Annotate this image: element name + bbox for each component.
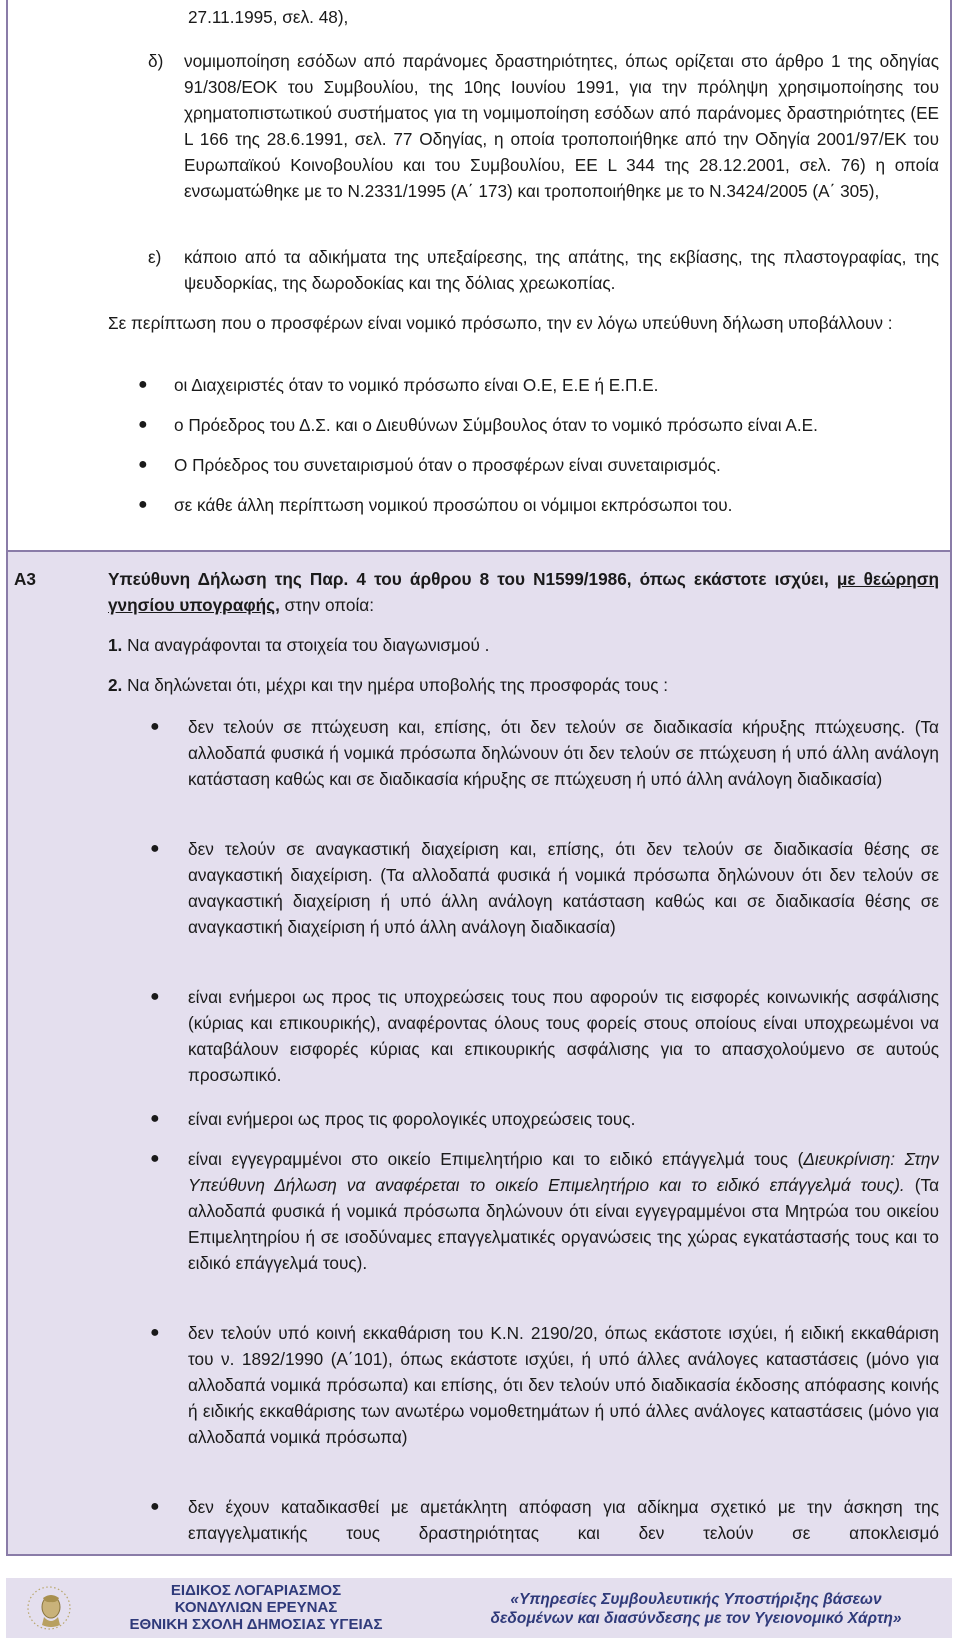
footer-project-title	[446, 1590, 946, 1628]
bullet-dot: ●	[150, 1110, 160, 1127]
bullet-dot: ●	[150, 1498, 160, 1515]
a3-heading-rest: στην οποία:	[279, 595, 375, 615]
page-footer	[6, 1578, 952, 1638]
a3-heading	[108, 566, 939, 618]
footer-title-line1: «Υπηρεσίες Συμβουλευτικής Υποστήριξης βάσεων	[510, 1591, 882, 1608]
footer-title-line2: δεδομένων και διασύνδεσης με τον Υγειονομικό Χάρτη»	[490, 1610, 902, 1627]
list-item: ο Πρόεδρος του Δ.Σ. και ο Διευθύνων Σύμβουλος όταν το νομικό πρόσωπο είναι Α.Ε.	[174, 415, 818, 435]
school-logo-icon	[24, 1584, 74, 1632]
b5-end: (Τα αλλοδαπά φυσικά ή νομικά πρόσωπα δηλώνουν ότι είναι εγγεγραμμένοι στα Μητρώα του οικείου Επιμελητηρίου ή σε ισοδύναμες επαγγελματικές οργανώσεις της χώρας εγκατάστασής τους και το ειδικό επάγγελμά τους).	[188, 1175, 940, 1273]
list-item: δεν τελούν σε πτώχευση και, επίσης, ότι δεν τελούν σε διαδικασία κήρυξης πτώχευσης. (Τα αλλοδαπά φυσικά ή νομικά πρόσωπα δηλώνουν ότι δεν τελούν σε πτώχευση ή υπό άλλη ανάλογη κατάσταση καθώς και σε διαδικασία κήρυξης σε πτώχευση ή υπό άλλη ανάλογη διαδικασία)	[188, 717, 939, 789]
list-item: δεν τελούν υπό κοινή εκκαθάριση του Κ.Ν. 2190/20, όπως εκάστοτε ισχύει, ή ειδική εκκαθάριση του ν. 1892/1990 (Α΄101), όπως εκάστοτε ισχύει, ή υπό άλλες ανάλογες καταστάσεις (μόνο για αλλοδαπά νομικά πρόσωπα) και επίσης, ότι δεν τελούν υπό διαδικασία έκδοσης απόφασης κοινής ή ειδικής εκκαθάρισης των ανωτέρω νομοθετημάτων ή υπό άλλες ανάλογες καταστάσεις (μόνο για αλλοδαπά νομικά πρόσωπα)	[188, 1323, 939, 1447]
b5-clarification: Διευκρίνιση: Στην Υπεύθυνη Δήλωση να αναφέρεται το οικείο Επιμελητήριο και το ειδικό επάγγελμά τους).	[188, 1149, 939, 1195]
item-d-text: νομιμοποίηση εσόδων από παράνομες δραστηριότητες, όπως ορίζεται στο άρθρο 1 της οδηγίας 91/308/ΕΟΚ του Συμβουλίου, της 10ης Ιουνίου 1991, για την πρόληψη χρησιμοποίησης του χρηματοπιστωτικού συστήματος για τη νομιμοποίηση εσόδων από παράνομες δραστηριότητες (EE L 166 της 28.6.1991, σελ. 77 Οδηγίας, η οποία τροποποιήθηκε από την Οδηγία 2001/97/ΕΚ του Ευρωπαϊκού Κοινοβουλίου και του Συμβουλίου, ΕΕ L 344 της 28.12.2001, σελ. 76) η οποία ενσωματώθηκε με το Ν.2331/1995 (Α΄ 173) και τροποποιήθηκε με το Ν.3424/2005 (Α΄ 305),	[184, 51, 939, 201]
section-label-a3: Α3	[14, 569, 36, 589]
item-d-label: δ)	[148, 51, 164, 71]
a3-heading-underlined: με θεώρηση γνησίου υπογραφής	[108, 569, 939, 615]
list-item: δεν έχουν καταδικασθεί με αμετάκλητη απόφαση για αδίκημα σχετικό με την άσκηση της επαγγελματικής τους δραστηριότητας και δεν τελούν σε αποκλεισμό	[188, 1497, 939, 1543]
a3-item-1-number: 1.	[108, 635, 123, 655]
b5-start: είναι εγγεγραμμένοι στο οικείο Επιμελητήριο και το ειδικό επάγγελμά τους (	[188, 1149, 804, 1169]
a3-item-1-text: Να αναγράφονται τα στοιχεία του διαγωνισμού .	[122, 635, 490, 655]
a3-heading-comma: ,	[275, 595, 280, 615]
list-item: σε κάθε άλλη περίπτωση νομικού προσώπου οι νόμιμοι εκπρόσωποι του.	[174, 495, 733, 515]
a3-item-2-number: 2.	[108, 675, 123, 695]
bullet-dot: ●	[150, 988, 160, 1005]
a3-item-2-text: Να δηλώνεται ότι, μέχρι και την ημέρα υποβολής της προσφοράς τους :	[122, 675, 669, 695]
a3-item-1	[108, 632, 939, 658]
bullet-dot: ●	[150, 840, 160, 857]
bullet-dot: ●	[138, 456, 148, 473]
list-item: δεν τελούν σε αναγκαστική διαχείριση και, επίσης, ότι δεν τελούν σε διαδικασία θέσης σε αναγκαστική διαχείριση. (Τα αλλοδαπά φυσικά ή νομικά πρόσωπα δηλώνουν ότι δεν τελούν σε αναγκαστική διαχείριση ή υπό άλλη ανάλογη κατάσταση καθώς και σε διαδικασία θέσης σε αναγκαστική διαχείριση ή υπό άλλη ανάλογη διαδικασία)	[188, 839, 939, 937]
footer-organization	[86, 1582, 426, 1633]
bullet-dot: ●	[150, 718, 160, 735]
list-item: είναι ενήμεροι ως προς τις φορολογικές υποχρεώσεις τους.	[188, 1109, 636, 1129]
footer-org-line2: ΚΟΝΔΥΛΙΩΝ ΕΡΕΥΝΑΣ	[174, 1599, 338, 1616]
bullet-dot: ●	[138, 496, 148, 513]
bullet-dot: ●	[150, 1150, 160, 1167]
item-e-text: κάποιο από τα αδικήματα της υπεξαίρεσης, της απάτης, της εκβίασης, της πλαστογραφίας, της ψευδορκίας, της δωροδοκίας και της δόλιας χρεωκοπίας.	[184, 247, 939, 293]
footer-org-line3: ΕΘΝΙΚΗ ΣΧΟΛΗ ΔΗΜΟΣΙΑΣ ΥΓΕΙΑΣ	[129, 1616, 383, 1633]
legal-entity-paragraph: Σε περίπτωση που ο προσφέρων είναι νομικό πρόσωπο, την εν λόγω υπεύθυνη δήλωση υποβάλλουν :	[108, 313, 893, 333]
list-item	[188, 1146, 939, 1276]
footer-org-line1: ΕΙΔΙΚΟΣ ΛΟΓΑΡΙΑΣΜΟΣ	[170, 1582, 342, 1599]
a3-item-2	[108, 672, 939, 698]
bullet-dot: ●	[138, 416, 148, 433]
a3-heading-bold: Υπεύθυνη Δήλωση της Παρ. 4 του άρθρου 8 του Ν1599/1986, όπως εκάστοτε ισχύει,	[108, 569, 837, 589]
list-item: είναι ενήμεροι ως προς τις υποχρεώσεις τους που αφορούν τις εισφορές κοινωνικής ασφάλισης (κύριας και επικουρικής), αναφέροντας όλους τους φορείς στους οποίους είναι υποχρεωμένοι να καταβάλουν εισφορές κύριας και επικουρικής ασφάλισης για το απασχολούμενο σε αυτούς προσωπικό.	[188, 987, 939, 1085]
item-e-label: ε)	[148, 247, 162, 267]
continued-line: 27.11.1995, σελ. 48),	[188, 7, 349, 27]
list-item: οι Διαχειριστές όταν το νομικό πρόσωπο είναι Ο.Ε, Ε.Ε ή Ε.Π.Ε.	[174, 375, 659, 395]
bullet-dot: ●	[138, 376, 148, 393]
list-item: Ο Πρόεδρος του συνεταιρισμού όταν ο προσφέρων είναι συνεταιρισμός.	[174, 455, 721, 475]
bullet-dot: ●	[150, 1324, 160, 1341]
